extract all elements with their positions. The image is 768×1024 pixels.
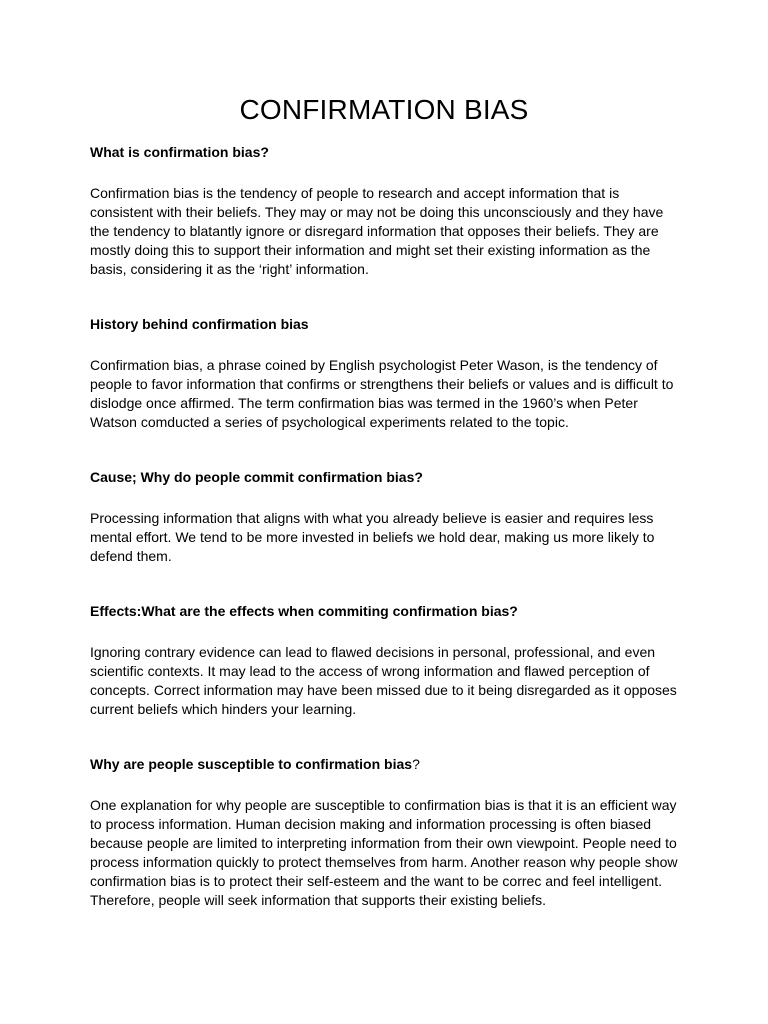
section-heading-suffix: ? (412, 756, 420, 772)
section-heading (90, 315, 678, 334)
section-effects (90, 602, 678, 719)
section-body: Confirmation bias, a phrase coined by English psychologist Peter Wason, is the tendency of people to favor information that confirms or strengthens their beliefs or values and is difficult to dislodge once affirmed. The term confirmation bias was termed in the 1960’s when Peter Watson comducted a series of psychological experiments related to the topic. (90, 357, 674, 430)
page-title: CONFIRMATION BIAS (239, 94, 529, 125)
section-heading-text: Why are people susceptible to confirmation bias (90, 756, 413, 772)
section-body: One explanation for why people are susceptible to confirmation bias is that it is an efficient way to process information. Human decision making and information processing is often biased because people are limited to interpreting information from their own viewpoint. People need to process information quickly to protect themselves from harm. Another reason why people show confirmation bias is to protect their self-esteem and the want to be correc and feel intelligent. Therefore, people will seek information that supports their existing beliefs. (90, 797, 678, 908)
section-body: Confirmation bias is the tendency of people to research and accept information that is consistent with their beliefs. They may or may not be doing this unconsciously and they have the tendency to blatantly ignore or disregard information that opposes their beliefs. They are mostly doing this to support their information and might set their existing information as the basis, considering it as the ‘right’ information. (90, 185, 664, 277)
section-heading (90, 755, 678, 774)
section-heading-text: Cause; Why do people commit confirmation bias? (90, 469, 423, 485)
section-heading-text: History behind confirmation bias (90, 316, 309, 332)
section-heading (90, 468, 678, 487)
section-heading (90, 602, 678, 621)
section-body: Ignoring contrary evidence can lead to flawed decisions in personal, professional, and even scientific contexts. It may lead to the access of wrong information and flawed perception of concepts. Correct information may have been missed due to it being disregarded as it opposes current beliefs which hinders your learning. (90, 644, 677, 717)
section-history (90, 315, 678, 432)
section-heading-text: Effects:What are the effects when commiting confirmation bias? (90, 603, 518, 619)
section-heading (90, 143, 678, 162)
section-body: Processing information that aligns with what you already believe is easier and requires less mental effort. We tend to be more invested in beliefs we hold dear, making us more likely to defend them. (90, 510, 655, 564)
section-susceptible (90, 755, 678, 910)
section-what-is (90, 143, 678, 279)
section-heading-text: What is confirmation bias? (90, 144, 269, 160)
section-cause (90, 468, 678, 566)
